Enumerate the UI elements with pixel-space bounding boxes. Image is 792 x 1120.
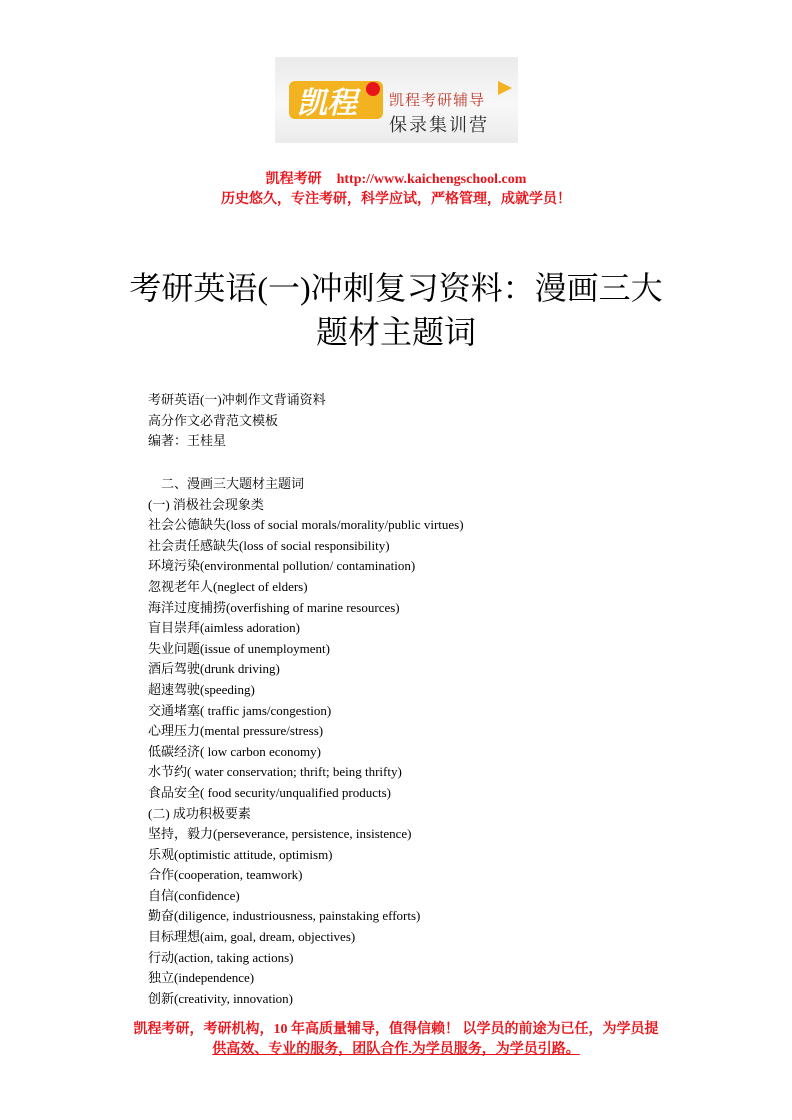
list-item: 盲目崇拜(aimless adoration) xyxy=(148,620,300,636)
flag-icon xyxy=(498,81,512,95)
list-item: 社会责任感缺失(loss of social responsibility) xyxy=(148,537,390,553)
intro-line: 高分作文必背范文模板 xyxy=(148,412,279,428)
group1-title: (一) 消极社会现象类 xyxy=(148,496,264,512)
page-title xyxy=(0,266,792,354)
company-logo xyxy=(275,57,518,143)
list-item: 酒后驾驶(drunk driving) xyxy=(148,661,280,677)
list-item: 合作(cooperation, teamwork) xyxy=(148,867,303,883)
list-item: 行动(action, taking actions) xyxy=(148,949,294,965)
intro-block xyxy=(148,390,326,452)
list-item: 低碳经济( low carbon economy) xyxy=(148,743,321,759)
list-item: 交通堵塞( traffic jams/congestion) xyxy=(148,702,332,718)
list-item: 忽视老年人(neglect of elders) xyxy=(148,578,308,594)
list-item: 环境污染(environmental pollution/ contamination) xyxy=(148,558,416,574)
list-item: 独立(independence) xyxy=(148,970,255,986)
footer-line1: 凯程考研，考研机构，10 年高质量辅导，值得信赖！ 以学员的前途为已任，为学员提 xyxy=(133,1022,659,1037)
group2-title: (二) 成功积极要素 xyxy=(148,805,251,821)
list-item: 失业问题(issue of unemployment) xyxy=(148,640,330,656)
title-line2: 题材主题词 xyxy=(315,314,476,350)
header-slogan: 历史悠久，专注考研，科学应试，严格管理，成就学员！ xyxy=(221,192,571,207)
logo-line2: 保录集训营 xyxy=(389,115,489,136)
list-item: 坚持，毅力(perseverance, persistence, insistence) xyxy=(148,826,412,842)
header-brand: 凯程考研 xyxy=(265,172,322,187)
intro-line: 考研英语(一)冲刺作文背诵资料 xyxy=(148,392,326,407)
footer-line2 xyxy=(0,1038,792,1058)
list-item: 乐观(optimistic attitude, optimism) xyxy=(148,846,333,862)
logo-line1: 凯程考研辅导 xyxy=(389,91,486,109)
list-item: 创新(creativity, innovation) xyxy=(148,990,294,1006)
logo-mark-text: 凯程 xyxy=(297,86,357,121)
list-item: 食品安全( food security/unqualified products) xyxy=(148,784,391,800)
header-brand-line xyxy=(0,168,792,188)
intro-line: 编著：王桂星 xyxy=(148,433,227,449)
section-heading: 二、漫画三大题材主题词 xyxy=(161,476,305,491)
header-url[interactable]: http://www.kaichengschool.com xyxy=(336,172,527,187)
footer-line2-text: 供高效、专业的服务，团队合作.为学员服务，为学员引路。 xyxy=(212,1042,580,1057)
title-line1: 考研英语(一)冲刺复习资料：漫画三大 xyxy=(129,270,663,306)
list-item: 社会公德缺失(loss of social morals/morality/public virtues) xyxy=(148,517,464,533)
list-item: 超速驾驶(speeding) xyxy=(148,681,255,697)
topic-words-section xyxy=(148,474,464,1009)
list-item: 目标理想(aim, goal, dream, objectives) xyxy=(148,929,356,945)
list-item: 水节约( water conservation; thrift; being thrifty) xyxy=(148,764,402,780)
list-item: 勤奋(diligence, industriousness, painstaking efforts) xyxy=(148,908,421,924)
list-item: 心理压力(mental pressure/stress) xyxy=(148,723,324,739)
list-item: 海洋过度捕捞(overfishing of marine resources) xyxy=(148,599,400,615)
list-item: 自信(confidence) xyxy=(148,887,240,903)
kaicheng-logo-mark xyxy=(287,75,387,123)
